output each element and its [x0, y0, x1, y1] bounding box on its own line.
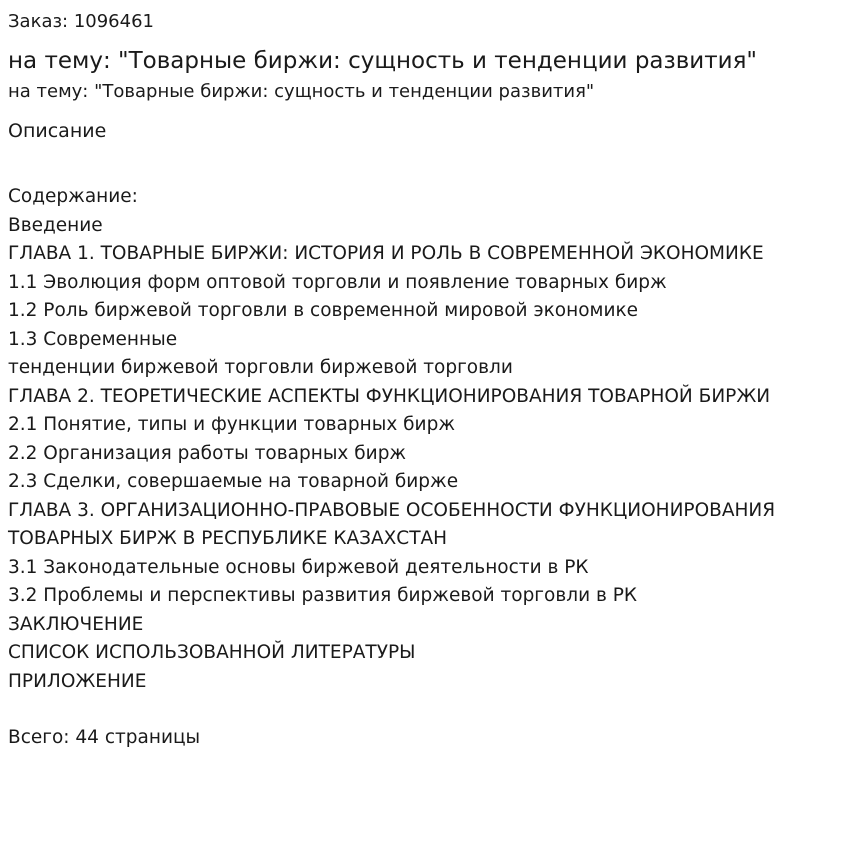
description-heading: Описание — [8, 120, 107, 142]
toc-item: 1.2 Роль биржевой торговли в современной мировой экономике — [8, 300, 639, 321]
contents-label: Содержание: — [8, 186, 138, 207]
page-title: на тему: "Товарные биржи: сущность и тенденции развития" — [8, 48, 758, 74]
order-number: Заказ: 1096461 — [8, 11, 154, 32]
toc-item: ПРИЛОЖЕНИЕ — [8, 670, 147, 692]
toc-item: 2.2 Организация работы товарных бирж — [8, 442, 407, 464]
toc-item: Введение — [8, 214, 103, 236]
table-of-contents — [8, 212, 839, 697]
page-subtitle: на тему: "Товарные биржи: сущность и тенденции развития" — [8, 81, 595, 102]
toc-item: ЗАКЛЮЧЕНИЕ — [8, 613, 144, 635]
total-pages: Всего: 44 страницы — [8, 727, 201, 748]
toc-item: ГЛАВА 1. ТОВАРНЫЕ БИРЖИ: ИСТОРИЯ И РОЛЬ В СОВРЕМЕННОЙ ЭКОНОМИКЕ — [8, 243, 764, 264]
toc-item: ГЛАВА 2. ТЕОРЕТИЧЕСКИЕ АСПЕКТЫ ФУНКЦИОНИРОВАНИЯ ТОВАРНОЙ БИРЖИ — [8, 385, 771, 407]
toc-item: 3.2 Проблемы и перспективы развития биржевой торговли в РК — [8, 585, 638, 606]
toc-item: ГЛАВА 3. ОРГАНИЗАЦИОННО-ПРАВОВЫЕ ОСОБЕННОСТИ ФУНКЦИОНИРОВАНИЯ — [8, 499, 776, 521]
toc-item: 3.1 Законодательные основы биржевой деятельности в РК — [8, 556, 589, 578]
toc-item: ТОВАРНЫХ БИРЖ В РЕСПУБЛИКЕ КАЗАХСТАН — [8, 528, 448, 549]
toc-item: 1.1 Эволюция форм оптовой торговли и появление товарных бирж — [8, 271, 667, 293]
toc-item: тенденции биржевой торговли биржевой торговли — [8, 357, 513, 378]
toc-item: СПИСОК ИСПОЛЬЗОВАННОЙ ЛИТЕРАТУРЫ — [8, 642, 416, 663]
toc-item: 2.3 Сделки, совершаемые на товарной бирже — [8, 471, 459, 492]
toc-item: 1.3 Современные — [8, 328, 178, 350]
toc-item: 2.1 Понятие, типы и функции товарных бирж — [8, 414, 455, 435]
